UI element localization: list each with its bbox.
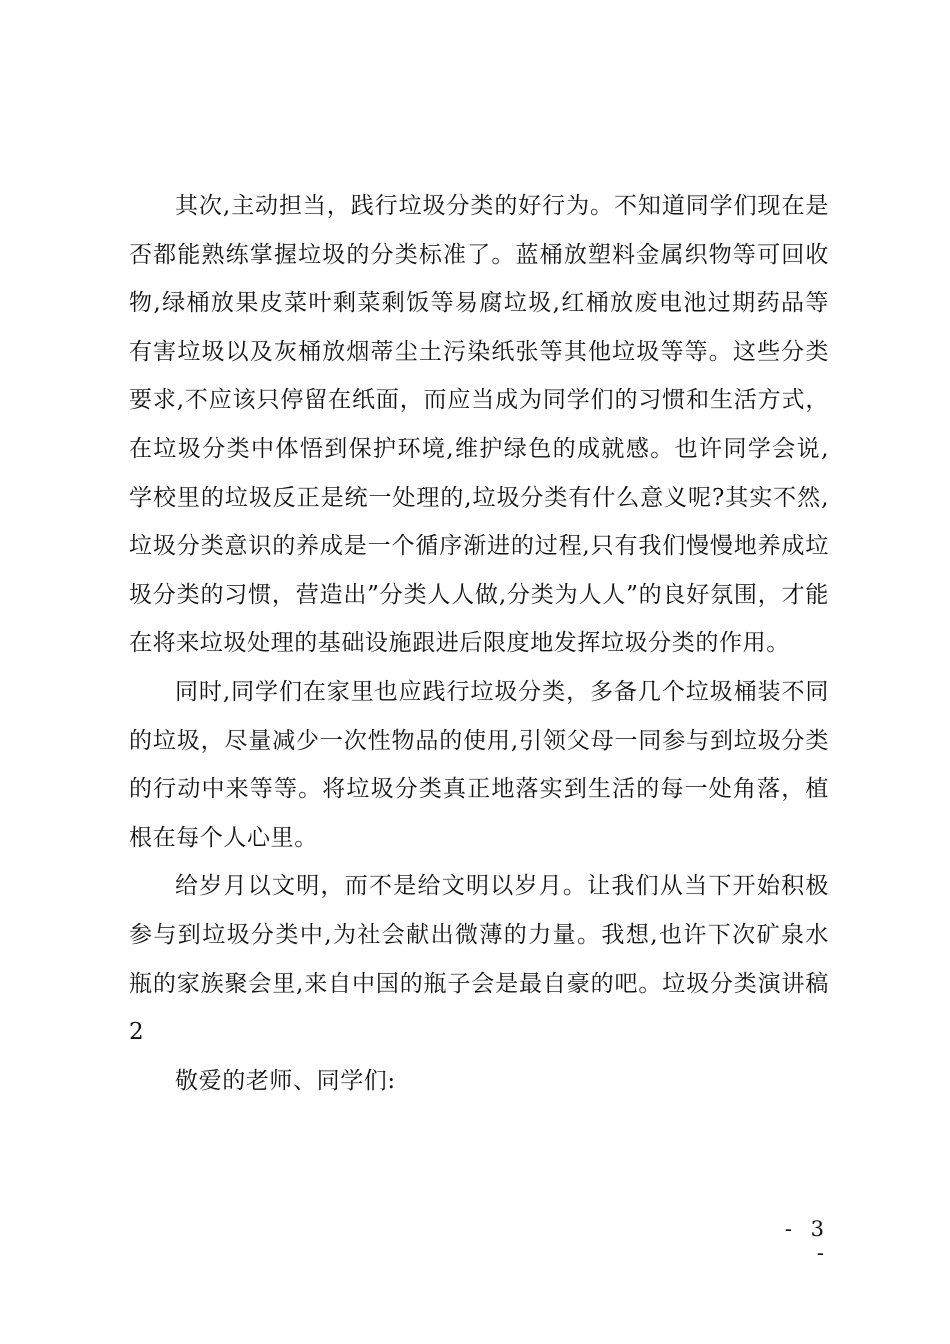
paragraph-4: 敬爱的老师、同学们: xyxy=(175,1067,396,1094)
paragraph-2: 同时,同学们在家里也应践行垃圾分类，多备几个垃圾桶装不同的垃圾，尽量减少一次性物品的使用,引领父母一同参与到垃圾分类的行动中来等等。将垃圾分类真正地落实到生活的每一处角落，植根在每个人心里。 xyxy=(129,678,829,851)
document-body xyxy=(129,182,829,1105)
paragraph-3: 给岁月以文明，而不是给文明以岁月。让我们从当下开始积极参与到垃圾分类中,为社会献出微薄的力量。我想,也许下次矿泉水瓶的家族聚会里,来自中国的瓶子会是最自豪的吧。垃圾分类演讲稿2 xyxy=(129,873,829,1046)
paragraph-1: 其次,主动担当，践行垃圾分类的好行为。不知道同学们现在是否都能熟练掌握垃圾的分类标准了。蓝桶放塑料金属织物等可回收物,绿桶放果皮菜叶剩菜剩饭等易腐垃圾,红桶放废电池过期药品等有害垃圾以及灰桶放烟蒂尘土污染纸张等其他垃圾等等。这些分类要求,不应该只停留在纸面，而应当成为同学们的习惯和生活方式，在垃圾分类中体悟到保护环境,维护绿色的成就感。也许同学会说,学校里的垃圾反正是统一处理的,垃圾分类有什么意义呢?其实不然,垃圾分类意识的养成是一个循序渐进的过程,只有我们慢慢地养成垃圾分类的习惯，营造出”分类人人做,分类为人人”的良好氛围，才能在将来垃圾处理的基础设施跟进后限度地发挥垃圾分类的作用。 xyxy=(129,193,829,657)
page-number: - 3 - xyxy=(784,1217,830,1265)
